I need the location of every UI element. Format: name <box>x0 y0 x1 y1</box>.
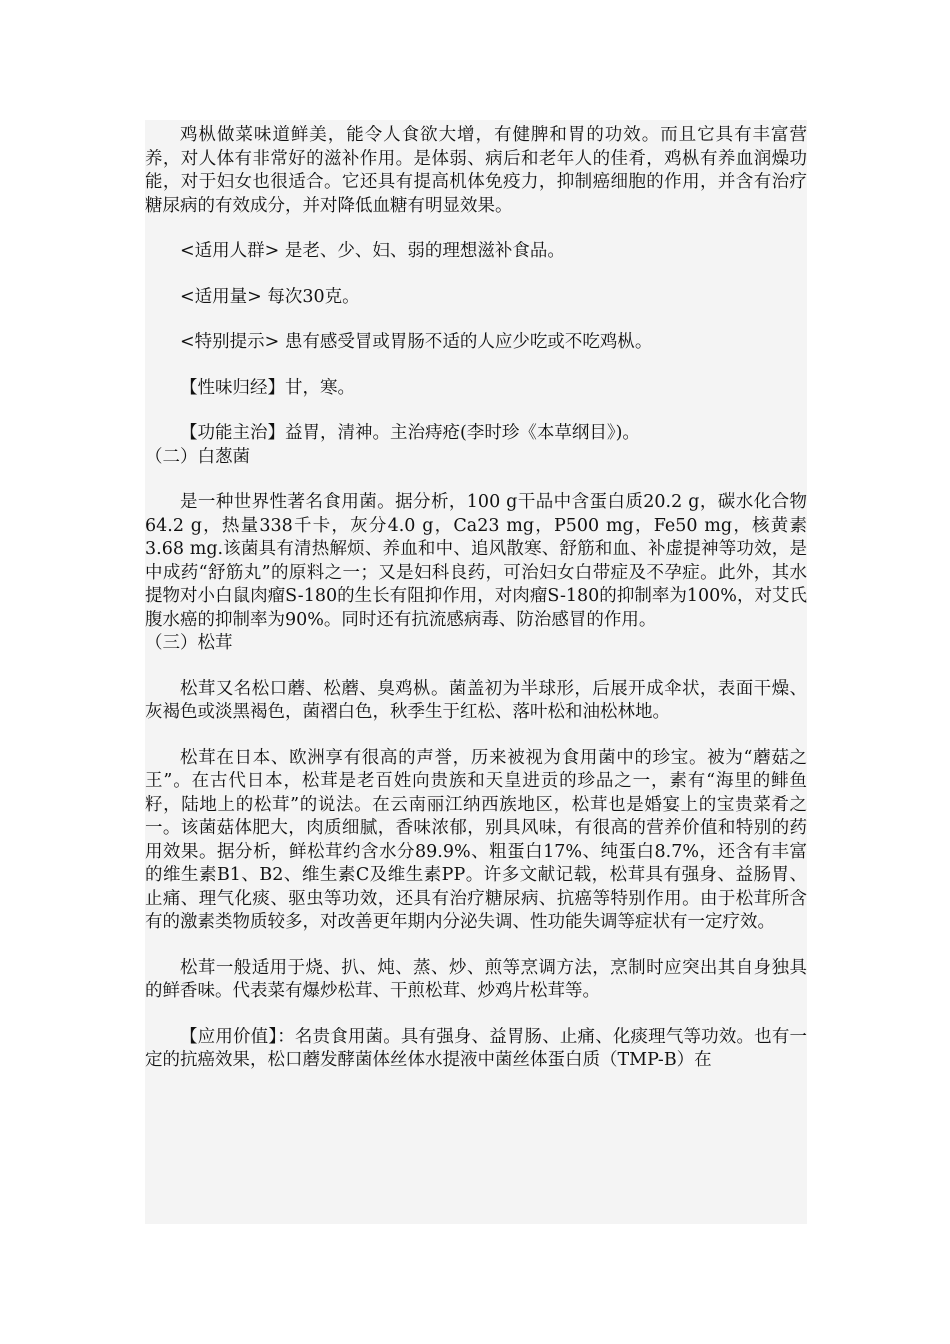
paragraph-nature-meridian: 【性味归经】甘，寒。 <box>180 377 355 398</box>
paragraph-songrong-cooking: 松茸一般适用于烧、扒、炖、蒸、炒、煎等烹调方法，烹制时应突出其自身独具的鲜香味。代表菜有爆炒松茸、干煎松茸、炒鸡片松茸等。 <box>145 957 807 1001</box>
paragraph-songrong-reputation: 松茸在日本、欧洲享有很高的声誉，历来被视为食用菌中的珍宝。被为“蘑菇之王”。在古代日本，松茸是老百姓向贵族和天皇进贡的珍品之一，素有“海里的鲱鱼籽，陆地上的松茸”的说法。在云南丽江纳西族地区，松茸也是婚宴上的宝贵菜肴之一。该菌菇体肥大，肉质细腻，香味浓郁，别具风味，有很高的营养价值和特别的药用效果。据分析，鲜松茸约含水分89.9%、粗蛋白17%、纯蛋白8.7%，还含有丰富的维生素B1、B2、维生素C及维生素PP。许多文献记载，松茸具有强身、益肠胃、止痛、理气化痰、驱虫等功效，还具有治疗糖尿病、抗癌等特别作用。由于松茸所含有的激素类物质较多，对改善更年期内分泌失调、性功能失调等症状有一定疗效。 <box>145 747 807 932</box>
paragraph-baicongjun: 是一种世界性著名食用菌。据分析，100 g干品中含蛋白质20.2 g，碳水化合物64.2 g，热量338千卡，灰分4.0 g，Ca23 mg，P500 mg，Fe50 mg，核黄素3.68 mg.该菌具有清热解烦、养血和中、追风散寒、舒筋和血、补虚提神等功效，是中成药“舒筋丸”的原料之一；又是妇科良药，可治妇女白带症及不孕症。此外，其水提物对小白鼠肉瘤S-180的生长有阻抑作用，对肉瘤S-180的抑制率为100%，对艾氏腹水癌的抑制率为90%。同时还有抗流感病毒、防治感冒的作用。 <box>145 492 807 630</box>
paragraph-special-tip: <特别提示> 患有感受冒或胃肠不适的人应少吃或不吃鸡枞。 <box>180 332 653 352</box>
paragraph-suitable-people: <适用人群> 是老、少、妇、弱的理想滋补食品。 <box>180 241 565 261</box>
section-heading-songrong: （三）松茸 <box>145 633 233 653</box>
paragraph-songrong-value: 【应用价值】：名贵食用菌。具有强身、益胃肠、止痛、化痰理气等功效。也有一定的抗癌效果，松口蘑发酵菌体丝体水提液中菌丝体蛋白质（TMP-B）在 <box>145 1026 807 1070</box>
paragraph-function-indication: 【功能主治】益胃，清神。主治痔疮(李时珍《本草纲目》)。 <box>180 423 640 443</box>
paragraph-jizong-intro: 鸡枞做菜味道鲜美，能令人食欲大增，有健脾和胃的功效。而且它具有丰富营养，对人体有非常好的滋补作用。是体弱、病后和老年人的佳肴，鸡枞有养血润燥功能，对于妇女也很适合。它还具有提高机体免疫力，抑制癌细胞的作用，并含有治疗糖尿病的有效成分，并对降低血糖有明显效果。 <box>145 125 807 216</box>
paragraph-songrong-description: 松茸又名松口蘑、松蘑、臭鸡枞。菌盖初为半球形，后展开成伞状，表面干燥、灰褐色或淡黑褐色，菌褶白色，秋季生于红松、落叶松和油松林地。 <box>145 678 807 722</box>
paragraph-suitable-amount: <适用量> 每次30克。 <box>180 286 360 307</box>
document-body <box>145 120 807 1224</box>
section-heading-baicongjun: （二）白葱菌 <box>145 446 250 467</box>
